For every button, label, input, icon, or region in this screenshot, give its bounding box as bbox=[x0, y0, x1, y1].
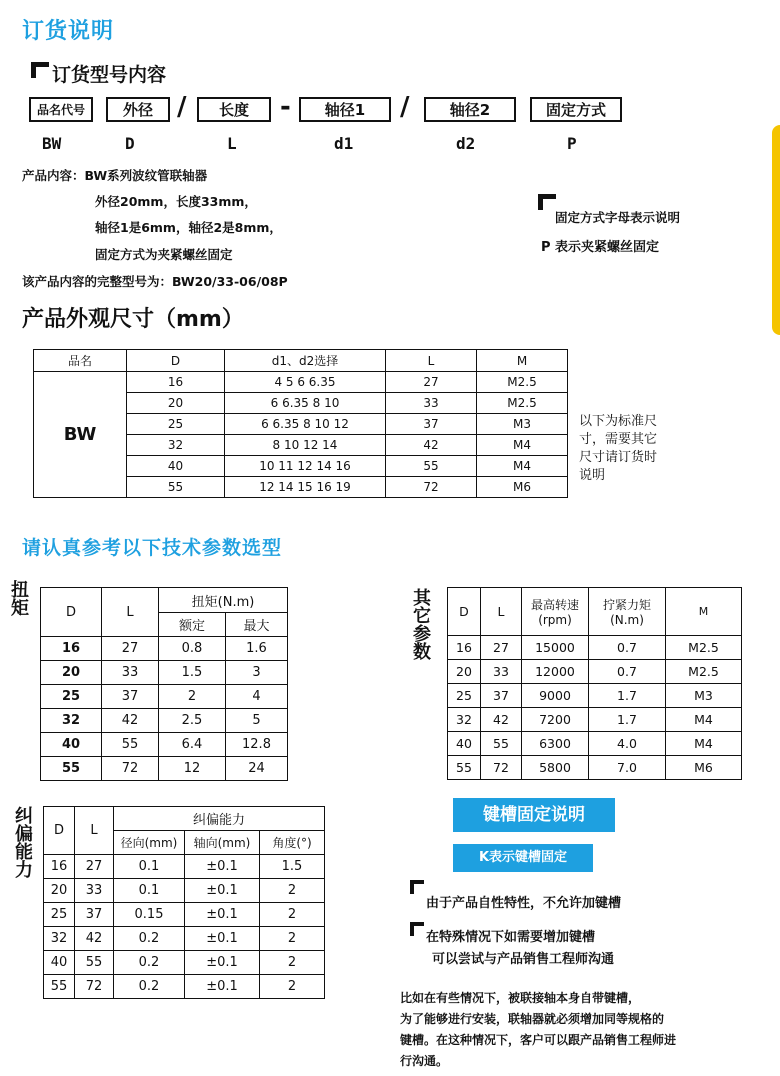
table-cell: 25 bbox=[448, 684, 481, 708]
torque-table bbox=[40, 587, 288, 781]
table-cell: 12000 bbox=[522, 660, 589, 684]
param-title: 请认真参考以下技术参数选型 bbox=[22, 537, 283, 559]
table-cell: 32 bbox=[41, 709, 102, 733]
table-cell: 42 bbox=[386, 435, 477, 456]
table-cell: 7200 bbox=[522, 708, 589, 732]
table-cell: 16 bbox=[44, 855, 75, 879]
code-separator: - bbox=[280, 92, 291, 122]
table-cell: 42 bbox=[102, 709, 159, 733]
table-cell: M2.5 bbox=[477, 372, 568, 393]
table-cell: 3 bbox=[226, 661, 288, 685]
keyway-paragraph bbox=[400, 988, 770, 1072]
table-cell: 10 11 12 14 16 bbox=[225, 456, 386, 477]
table-cell: M6 bbox=[477, 477, 568, 498]
table-cell: 0.2 bbox=[114, 927, 185, 951]
other-params-table bbox=[447, 587, 742, 780]
header-cell: L bbox=[386, 350, 477, 372]
code-box-d1: 轴径1 bbox=[299, 97, 391, 122]
table-cell: M4 bbox=[477, 456, 568, 477]
table-cell: ±0.1 bbox=[185, 903, 260, 927]
keyway-para-line: 行沟通。 bbox=[400, 1054, 449, 1068]
code-letter: P bbox=[567, 134, 577, 153]
code-separator: / bbox=[177, 92, 187, 122]
table-cell: 20 bbox=[41, 661, 102, 685]
table-cell: 25 bbox=[127, 414, 225, 435]
table-cell: 1.7 bbox=[589, 708, 666, 732]
table-cell: 12.8 bbox=[226, 733, 288, 757]
table-cell: 32 bbox=[44, 927, 75, 951]
model-heading: 订货型号内容 bbox=[52, 64, 167, 86]
table-cell: M6 bbox=[666, 756, 742, 780]
table-cell: 5800 bbox=[522, 756, 589, 780]
table-cell: 33 bbox=[386, 393, 477, 414]
table-cell: ±0.1 bbox=[185, 951, 260, 975]
header-cell: 额定 bbox=[159, 613, 226, 637]
table-cell: ±0.1 bbox=[185, 855, 260, 879]
code-letter: d1 bbox=[334, 134, 354, 153]
table-cell: 4 bbox=[226, 685, 288, 709]
table-cell: 20 bbox=[44, 879, 75, 903]
table-cell: 2 bbox=[260, 879, 325, 903]
table-cell: 7.0 bbox=[589, 756, 666, 780]
table-cell: M3 bbox=[666, 684, 742, 708]
table-cell: 9000 bbox=[522, 684, 589, 708]
table-cell: 0.7 bbox=[589, 636, 666, 660]
table-cell: 0.7 bbox=[589, 660, 666, 684]
size-title: 产品外观尺寸（mm） bbox=[22, 307, 244, 332]
table-cell: 6 6.35 8 10 bbox=[225, 393, 386, 414]
header-cell: D bbox=[127, 350, 225, 372]
table-cell: 55 bbox=[44, 975, 75, 999]
table-cell: 55 bbox=[481, 732, 522, 756]
table-cell: ±0.1 bbox=[185, 927, 260, 951]
table-cell: 27 bbox=[386, 372, 477, 393]
deviation-label bbox=[10, 806, 34, 883]
header-cell: 最大 bbox=[226, 613, 288, 637]
torque-label-text: 扭矩 bbox=[8, 580, 29, 616]
code-box-length: 长度 bbox=[197, 97, 271, 122]
table-cell: M4 bbox=[666, 708, 742, 732]
table-cell: 55 bbox=[41, 757, 102, 781]
table-cell: 72 bbox=[386, 477, 477, 498]
keyway-title: 键槽固定说明 bbox=[453, 798, 615, 832]
table-cell: 2.5 bbox=[159, 709, 226, 733]
table-cell: 0.2 bbox=[114, 951, 185, 975]
table-cell: 33 bbox=[102, 661, 159, 685]
size-note bbox=[579, 413, 657, 485]
table-cell: 32 bbox=[127, 435, 225, 456]
header-cell: D bbox=[44, 807, 75, 855]
table-cell: 40 bbox=[127, 456, 225, 477]
table-cell: 32 bbox=[448, 708, 481, 732]
table-cell: 16 bbox=[448, 636, 481, 660]
keyway-note-2a: 在特殊情况下如需要增加键槽 bbox=[426, 930, 596, 945]
table-cell: 33 bbox=[481, 660, 522, 684]
keyway-note-2b: 可以尝试与产品销售工程师沟通 bbox=[432, 952, 615, 967]
table-cell: 15000 bbox=[522, 636, 589, 660]
full-model: 该产品内容的完整型号为：BW20/33-06/08P bbox=[22, 274, 288, 289]
table-cell: 55 bbox=[448, 756, 481, 780]
table-cell: 24 bbox=[226, 757, 288, 781]
table-cell: 55 bbox=[127, 477, 225, 498]
keyway-para-line: 比如在有些情况下，被联接轴本身自带键槽， bbox=[400, 991, 641, 1005]
header-cell: 品名 bbox=[34, 350, 127, 372]
table-cell: 1.5 bbox=[159, 661, 226, 685]
header-cell: D bbox=[41, 588, 102, 637]
table-cell: 4.0 bbox=[589, 732, 666, 756]
table-cell: 25 bbox=[41, 685, 102, 709]
table-cell: 37 bbox=[75, 903, 114, 927]
table-cell: 2 bbox=[260, 975, 325, 999]
table-cell: 27 bbox=[481, 636, 522, 660]
other-label-text: 其它参数 bbox=[410, 588, 431, 660]
table-cell: 8 10 12 14 bbox=[225, 435, 386, 456]
table-cell: 42 bbox=[481, 708, 522, 732]
bracket-icon bbox=[410, 922, 424, 936]
torque-label bbox=[6, 580, 30, 621]
order-title: 订货说明 bbox=[22, 19, 115, 44]
table-cell: 27 bbox=[102, 637, 159, 661]
content-label: 产品内容：BW系列波纹管联轴器 bbox=[22, 168, 208, 183]
size-note-line: 尺寸请订货时 bbox=[579, 450, 658, 465]
fix-legend-item: P 表示夹紧螺丝固定 bbox=[541, 240, 660, 255]
table-cell: 0.1 bbox=[114, 879, 185, 903]
table-cell: 2 bbox=[260, 951, 325, 975]
bracket-icon bbox=[31, 62, 49, 78]
code-box-od: 外径 bbox=[106, 97, 170, 122]
table-cell: 40 bbox=[448, 732, 481, 756]
keyway-para-line: 键槽。在这种情况下，客户可以跟产品销售工程师进 bbox=[400, 1033, 677, 1047]
size-table bbox=[33, 349, 568, 498]
code-box-name: 品名代号 bbox=[29, 97, 93, 122]
code-separator: / bbox=[400, 92, 410, 122]
table-cell: 40 bbox=[44, 951, 75, 975]
table-cell: 0.8 bbox=[159, 637, 226, 661]
table-cell: 4 5 6 6.35 bbox=[225, 372, 386, 393]
header-cell: 纠偏能力 bbox=[114, 807, 325, 831]
keyway-note-1: 由于产品自性特性，不允许加键槽 bbox=[426, 896, 622, 911]
table-cell: 55 bbox=[75, 951, 114, 975]
table-cell: M2.5 bbox=[666, 660, 742, 684]
table-cell: 72 bbox=[102, 757, 159, 781]
code-letter: D bbox=[125, 134, 135, 153]
table-cell: 27 bbox=[75, 855, 114, 879]
code-box-fix: 固定方式 bbox=[530, 97, 622, 122]
code-letter: BW bbox=[42, 134, 62, 153]
product-name-cell: BW bbox=[34, 372, 127, 498]
table-cell: 37 bbox=[481, 684, 522, 708]
header-cell: 扭矩(N.m) bbox=[159, 588, 288, 613]
table-cell: 55 bbox=[386, 456, 477, 477]
table-cell: 40 bbox=[41, 733, 102, 757]
header-cell: M bbox=[477, 350, 568, 372]
table-cell: 37 bbox=[102, 685, 159, 709]
content-line: 外径20mm，长度33mm， bbox=[95, 194, 257, 209]
header-cell: 角度(°) bbox=[260, 831, 325, 855]
table-cell: 0.2 bbox=[114, 975, 185, 999]
table-cell: 42 bbox=[75, 927, 114, 951]
table-cell: 25 bbox=[44, 903, 75, 927]
table-cell: M4 bbox=[666, 732, 742, 756]
header-cell: L bbox=[481, 588, 522, 636]
table-cell: 20 bbox=[448, 660, 481, 684]
header-cell: L bbox=[75, 807, 114, 855]
table-cell: 1.7 bbox=[589, 684, 666, 708]
header-cell: M bbox=[666, 588, 742, 636]
header-cell: d1、d2选择 bbox=[225, 350, 386, 372]
table-cell: M4 bbox=[477, 435, 568, 456]
deviation-table bbox=[43, 806, 325, 999]
size-note-line: 以下为标准尺 bbox=[579, 414, 658, 429]
table-cell: 2 bbox=[159, 685, 226, 709]
table-cell: 72 bbox=[75, 975, 114, 999]
table-cell: 5 bbox=[226, 709, 288, 733]
table-cell: 37 bbox=[386, 414, 477, 435]
table-cell: 55 bbox=[102, 733, 159, 757]
keyway-para-line: 为了能够进行安装，联轴器就必须增加同等规格的 bbox=[400, 1012, 665, 1026]
table-cell: 20 bbox=[127, 393, 225, 414]
table-cell: 0.15 bbox=[114, 903, 185, 927]
deviation-label-text: 纠偏能力 bbox=[12, 806, 33, 878]
header-cell: D bbox=[448, 588, 481, 636]
header-cell: L bbox=[102, 588, 159, 637]
code-letter: L bbox=[227, 134, 237, 153]
table-cell: 0.1 bbox=[114, 855, 185, 879]
other-label bbox=[408, 588, 432, 665]
table-cell: 1.5 bbox=[260, 855, 325, 879]
header-cell: 拧紧力矩 (N.m) bbox=[589, 588, 666, 636]
table-cell: 16 bbox=[127, 372, 225, 393]
table-cell: 12 bbox=[159, 757, 226, 781]
header-cell: 径向(mm) bbox=[114, 831, 185, 855]
table-cell: 72 bbox=[481, 756, 522, 780]
bracket-icon bbox=[410, 880, 424, 894]
keyway-sub: K表示键槽固定 bbox=[453, 844, 593, 872]
content-line: 固定方式为夹紧螺丝固定 bbox=[95, 247, 233, 262]
side-tab bbox=[772, 125, 780, 335]
table-cell: 2 bbox=[260, 903, 325, 927]
size-note-line: 说明 bbox=[579, 468, 606, 483]
content-line: 轴径1是6mm，轴径2是8mm， bbox=[95, 220, 282, 235]
table-cell: ±0.1 bbox=[185, 879, 260, 903]
code-letter: d2 bbox=[456, 134, 476, 153]
table-cell: 2 bbox=[260, 927, 325, 951]
table-cell: 6300 bbox=[522, 732, 589, 756]
table-cell: ±0.1 bbox=[185, 975, 260, 999]
table-cell: 33 bbox=[75, 879, 114, 903]
header-cell: 最高转速 (rpm) bbox=[522, 588, 589, 636]
table-cell: 6 6.35 8 10 12 bbox=[225, 414, 386, 435]
table-cell: 6.4 bbox=[159, 733, 226, 757]
table-cell: 1.6 bbox=[226, 637, 288, 661]
table-cell: M3 bbox=[477, 414, 568, 435]
size-note-line: 寸，需要其它 bbox=[579, 432, 658, 447]
table-cell: M2.5 bbox=[666, 636, 742, 660]
table-cell: 16 bbox=[41, 637, 102, 661]
table-cell: 12 14 15 16 19 bbox=[225, 477, 386, 498]
header-cell: 轴向(mm) bbox=[185, 831, 260, 855]
table-cell: M2.5 bbox=[477, 393, 568, 414]
fix-legend-heading: 固定方式字母表示说明 bbox=[555, 210, 681, 225]
bracket-icon bbox=[538, 194, 556, 210]
code-box-d2: 轴径2 bbox=[424, 97, 516, 122]
